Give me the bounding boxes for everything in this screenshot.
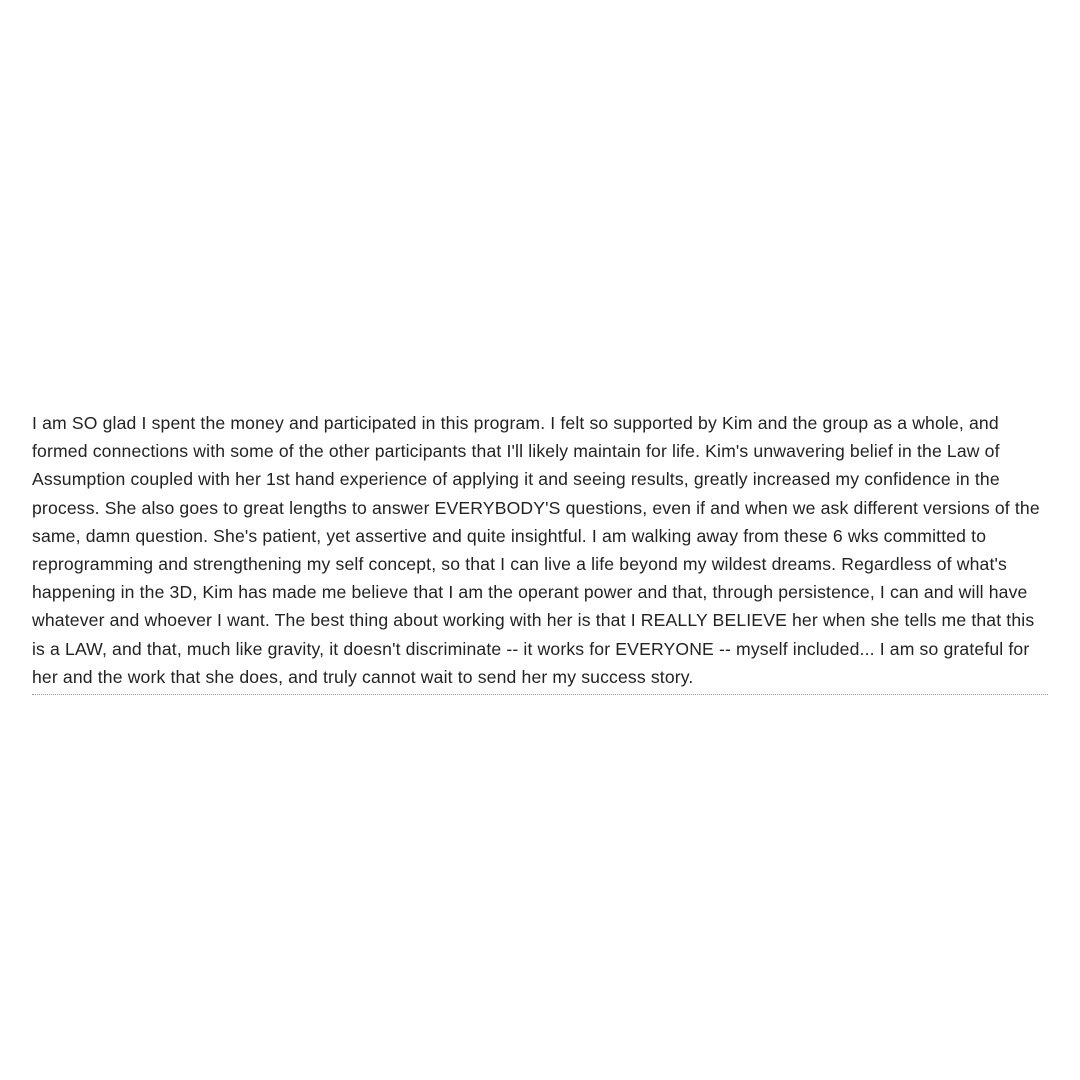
dotted-divider	[32, 694, 1048, 695]
testimonial-text: I am SO glad I spent the money and participated in this program. I felt so supported by Kim and the group as a whole, and formed connections with some of the other participants that I'll likely maintain for life. Kim's unwavering belief in the Law of Assumption coupled with her 1st hand experience of applying it and seeing results, greatly increased my confidence in the process. She also goes to great lengths to answer EVERYBODY'S questions, even if and when we ask different versions of the same, damn question. She's patient, yet assertive and quite insightful. I am walking away from these 6 wks committed to reprogramming and strengthening my self concept, so that I can live a life beyond my wildest dreams. Regardless of what's happening in the 3D, Kim has made me believe that I am the operant power and that, through persistence, I can and will have whatever and whoever I want. The best thing about working with her is that I REALLY BELIEVE her when she tells me that this is a LAW, and that, much like gravity, it doesn't discriminate -- it works for EVERYONE -- myself included... I am so grateful for her and the work that she does, and truly cannot wait to send her my success story.	[32, 413, 1040, 687]
testimonial-block	[32, 409, 1048, 695]
